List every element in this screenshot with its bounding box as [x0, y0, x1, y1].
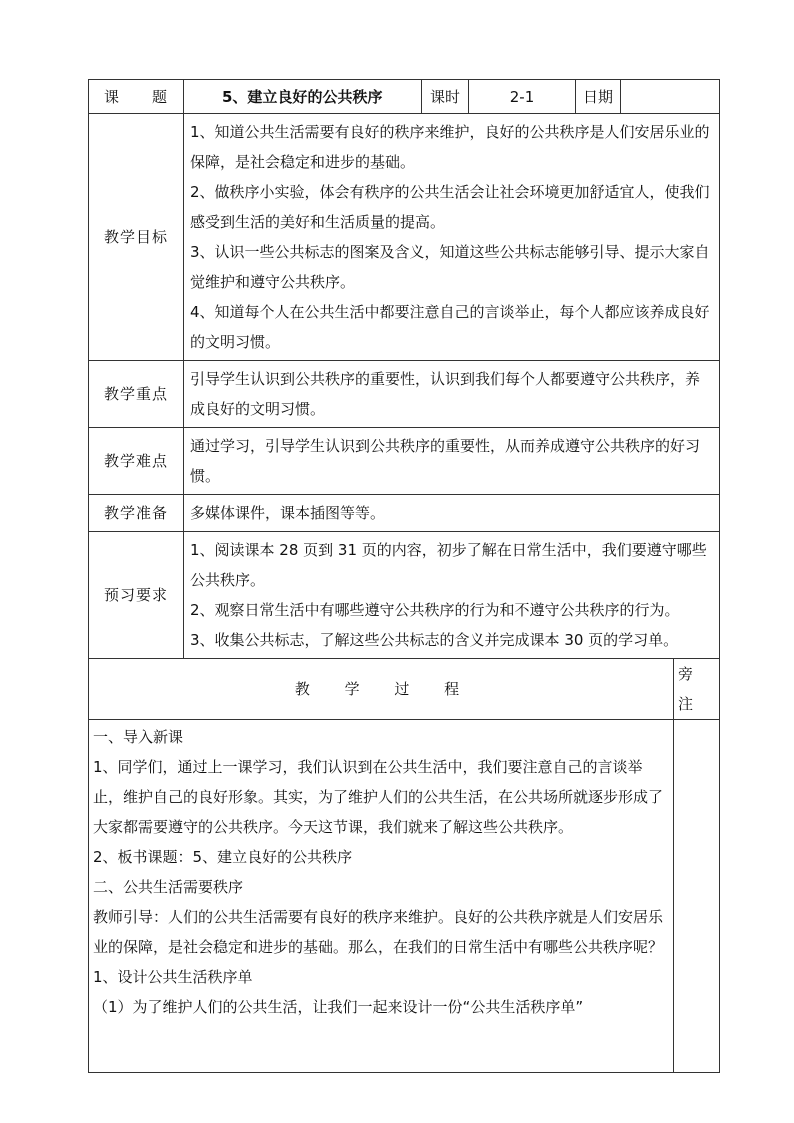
process-body-row	[89, 720, 720, 1073]
process-header: 教 学 过 程	[89, 659, 674, 720]
preview-row	[89, 532, 720, 659]
difficulties-row	[89, 428, 720, 495]
objective-item: 3、认识一些公共标志的图案及含义，知道这些公共标志能够引导、提示大家自觉维护和遵守公共秩序。	[190, 243, 710, 291]
process-header-row	[89, 659, 720, 720]
key-points-label: 教学重点	[89, 361, 184, 428]
difficulties-label: 教学难点	[89, 428, 184, 495]
objectives-content	[184, 114, 720, 361]
objectives-row	[89, 114, 720, 361]
objective-item: 4、知道每个人在公共生活中都要注意自己的言谈举止，每个人都应该养成良好的文明习惯。	[190, 303, 710, 351]
date-value	[621, 80, 720, 114]
aside-notes	[674, 720, 720, 1073]
date-label: 日期	[576, 80, 621, 114]
header-row	[89, 80, 720, 114]
process-paragraph: 2、板书课题：5、建立良好的公共秩序	[93, 848, 353, 866]
period-label: 课时	[422, 80, 469, 114]
process-paragraph: 二、公共生活需要秩序	[93, 878, 244, 896]
topic-label: 课 题	[89, 80, 184, 114]
preview-item: 2、观察日常生活中有哪些遵守公共秩序的行为和不遵守公共秩序的行为。	[190, 601, 680, 619]
lesson-plan-sheet	[88, 79, 719, 1073]
preparation-text: 多媒体课件，课本插图等等。	[184, 495, 720, 532]
process-paragraph: （1）为了维护人们的公共生活，让我们一起来设计一份“公共生活秩序单”	[93, 998, 584, 1016]
objective-item: 2、做秩序小实验，体会有秩序的公共生活会让社会环境更加舒适宜人，使我们感受到生活的美好和生活质量的提高。	[190, 183, 710, 231]
key-points-row	[89, 361, 720, 428]
process-paragraph: 1、同学们，通过上一课学习，我们认识到在公共生活中，我们要注意自己的言谈举止，维护自己的良好形象。其实，为了维护人们的公共生活，在公共场所就逐步形成了大家都需要遵守的公共秩序。今天这节课，我们就来了解这些公共秩序。	[93, 758, 664, 836]
process-content	[89, 720, 674, 1073]
preview-content	[184, 532, 720, 659]
preparation-label: 教学准备	[89, 495, 184, 532]
process-paragraph: 一、导入新课	[93, 728, 184, 746]
key-points-text: 引导学生认识到公共秩序的重要性，认识到我们每个人都要遵守公共秩序，养成良好的文明习惯。	[184, 361, 720, 428]
preparation-row	[89, 495, 720, 532]
preview-item: 3、收集公共标志，了解这些公共标志的含义并完成课本 30 页的学习单。	[190, 631, 679, 649]
process-paragraph: 1、设计公共生活秩序单	[93, 968, 253, 986]
topic-value: 5、建立良好的公共秩序	[184, 80, 422, 114]
difficulties-text: 通过学习，引导学生认识到公共秩序的重要性，从而养成遵守公共秩序的好习惯。	[184, 428, 720, 495]
process-paragraph: 教师引导：人们的公共生活需要有良好的秩序来维护。良好的公共秩序就是人们安居乐业的保障，是社会稳定和进步的基础。那么，在我们的日常生活中有哪些公共秩序呢？	[93, 908, 664, 956]
period-value: 2-1	[469, 80, 576, 114]
aside-header: 旁注	[674, 659, 720, 720]
objectives-label: 教学目标	[89, 114, 184, 361]
lesson-plan-table	[88, 79, 720, 1073]
objective-item: 1、知道公共生活需要有良好的秩序来维护，良好的公共秩序是人们安居乐业的保障，是社会稳定和进步的基础。	[190, 123, 710, 171]
preview-label: 预习要求	[89, 532, 184, 659]
preview-item: 1、阅读课本 28 页到 31 页的内容，初步了解在日常生活中，我们要遵守哪些公共秩序。	[190, 541, 707, 589]
